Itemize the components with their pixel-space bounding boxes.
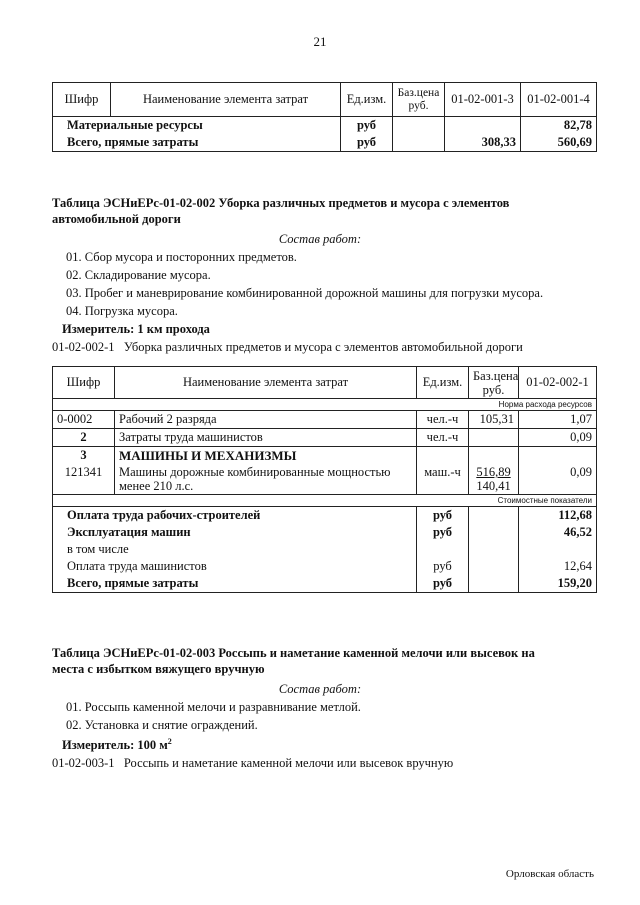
section3-title-line1: Таблица ЭСНиЕРс-01-02-003 Россыпь и наметание каменной мелочи или высевок на xyxy=(52,646,535,660)
section2-title-line1: Таблица ЭСНиЕРс-01-02-002 Уборка различных предметов и мусора с элементов xyxy=(52,196,510,210)
s2-sum5-name: Всего, прямые затраты xyxy=(53,575,417,593)
s2-sum3-unit xyxy=(417,541,469,558)
s2-machine-code: 121341 xyxy=(53,464,115,495)
s2-sum2-unit: руб xyxy=(417,524,469,541)
s2-machine-value: 0,09 xyxy=(519,464,597,495)
section3-meter-text: Измеритель: 100 м xyxy=(62,738,168,753)
s2-sum1-name: Оплата труда рабочих-строителей xyxy=(53,507,417,525)
s2-sum5-unit: руб xyxy=(417,575,469,593)
s2-header-unit: Ед.изм. xyxy=(417,367,469,399)
section2-work-3: 03. Пробег и маневрирование комбинированной дорожной машины для погрузки мусора. xyxy=(66,286,544,300)
row-materials-col1 xyxy=(445,117,521,135)
s2-machine-name-2: менее 210 л.с. xyxy=(119,479,194,493)
s2-row2-price xyxy=(469,429,519,447)
s2-norm-label: Норма расхода ресурсов xyxy=(53,399,597,411)
header-col2: 01-02-001-4 xyxy=(521,83,597,117)
s2-row1-name: Рабочий 2 разряда xyxy=(115,411,417,429)
section3-meter-sup: 2 xyxy=(167,737,172,746)
section2-work-1: 01. Сбор мусора и посторонних предметов. xyxy=(66,250,297,264)
header-code: Шифр xyxy=(53,83,111,117)
s2-machine-name-1: Машины дорожные комбинированные мощностью xyxy=(119,465,391,479)
section2-title-line2: автомобильной дороги xyxy=(52,212,181,226)
section3-meter xyxy=(62,737,172,753)
s2-sum5-value: 159,20 xyxy=(519,575,597,593)
row-total-col1: 308,33 xyxy=(445,134,521,152)
s2-row2-value: 0,09 xyxy=(519,429,597,447)
s2-sum1-value: 112,68 xyxy=(519,507,597,525)
section2-meter: Измеритель: 1 км прохода xyxy=(62,322,210,336)
s2-sum4-name: Оплата труда машинистов xyxy=(53,558,417,575)
s2-machine-price-2: 140,41 xyxy=(476,479,511,493)
s2-header-base-price xyxy=(469,367,519,399)
s2-row1-code: 0-0002 xyxy=(53,411,115,429)
s2-header-name: Наименование элемента затрат xyxy=(115,367,417,399)
header-col1: 01-02-001-3 xyxy=(445,83,521,117)
s2-sum3-value xyxy=(519,541,597,558)
row-materials-unit: руб xyxy=(341,117,393,135)
s2-row1-unit: чел.-ч xyxy=(417,411,469,429)
row-total-col2: 560,69 xyxy=(521,134,597,152)
s2-sum4-value: 12,64 xyxy=(519,558,597,575)
s2-machine-price-1: 516,89 xyxy=(476,465,511,479)
section3-work-2: 02. Установка и снятие ограждений. xyxy=(66,718,258,732)
section2-work-2: 02. Складирование мусора. xyxy=(66,268,211,282)
row-materials-col2: 82,78 xyxy=(521,117,597,135)
section3-work-heading: Состав работ: xyxy=(278,682,362,696)
s2-sum2-value: 46,52 xyxy=(519,524,597,541)
s2-row2-code: 2 xyxy=(53,429,115,447)
s2-row1-price: 105,31 xyxy=(469,411,519,429)
s2-row1-value: 1,07 xyxy=(519,411,597,429)
s2-header-base-price-1: Баз.цена xyxy=(473,368,519,383)
row-total-name: Всего, прямые затраты xyxy=(53,134,341,152)
row-materials-name: Материальные ресурсы xyxy=(53,117,341,135)
footer-region: Орловская область xyxy=(505,868,594,880)
s2-cost-label: Стоимостные показатели xyxy=(53,495,597,507)
s2-machines-title: МАШИНЫ И МЕХАНИЗМЫ xyxy=(115,447,417,465)
page-number: 21 xyxy=(313,34,327,49)
section3-item: 01-02-003-1 Россыпь и наметание каменной мелочи или высевок вручную xyxy=(52,756,454,770)
s2-machine-name xyxy=(115,464,417,495)
section3-title-line2: места с избытком вяжущего вручную xyxy=(52,662,265,676)
section2-work-heading: Состав работ: xyxy=(278,232,362,246)
section2-item: 01-02-002-1 Уборка различных предметов и мусора с элементов автомобильной дороги xyxy=(52,340,523,354)
s2-sum4-unit: руб xyxy=(417,558,469,575)
s2-sum2-name: Эксплуатация машин xyxy=(53,524,417,541)
header-unit: Ед.изм. xyxy=(341,83,393,117)
s2-header-base-price-2: руб. xyxy=(482,382,505,397)
s2-machine-price xyxy=(469,464,519,495)
s2-sum3-name: в том числе xyxy=(53,541,417,558)
top-table xyxy=(52,82,597,152)
section3-work-1: 01. Россыпь каменной мелочи и разравнивание метлой. xyxy=(66,700,361,714)
s2-sum1-unit: руб xyxy=(417,507,469,525)
s2-machines-code: 3 xyxy=(53,447,115,465)
s2-row2-unit: чел.-ч xyxy=(417,429,469,447)
s2-machine-unit: маш.-ч xyxy=(417,464,469,495)
section2-table xyxy=(52,366,597,593)
header-name: Наименование элемента затрат xyxy=(111,83,341,117)
section2-work-4: 04. Погрузка мусора. xyxy=(66,304,178,318)
header-base-price: Баз.цена руб. xyxy=(393,83,445,117)
row-total-unit: руб xyxy=(341,134,393,152)
s2-header-col: 01-02-002-1 xyxy=(519,367,597,399)
s2-header-code: Шифр xyxy=(53,367,115,399)
s2-row2-name: Затраты труда машинистов xyxy=(115,429,417,447)
